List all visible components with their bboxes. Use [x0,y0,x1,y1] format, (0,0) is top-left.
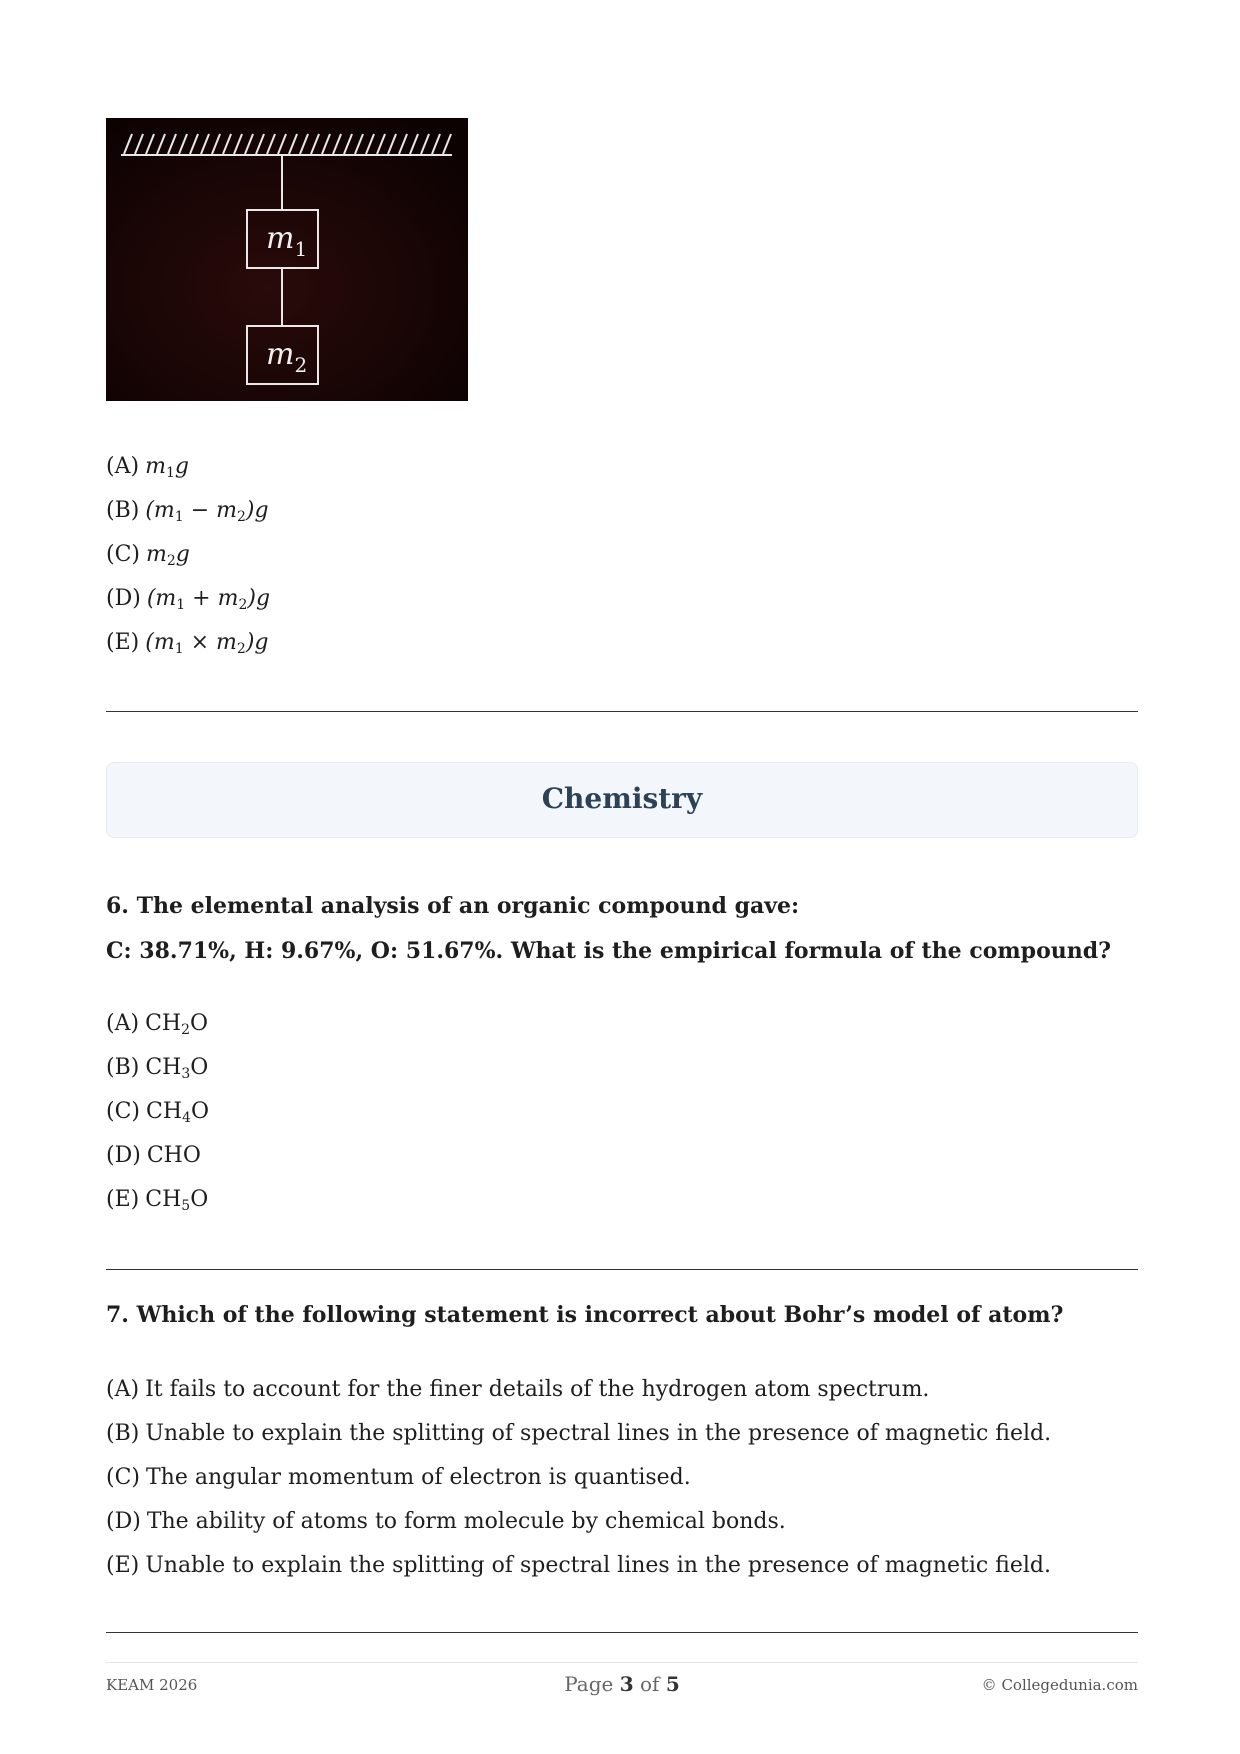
q7-option-a: (A) It fails to account for the finer details of the hydrogen atom spectrum. [106,1377,930,1402]
q7-option-c: (C) The angular momentum of electron is quantised. [106,1465,691,1490]
footer-exam-name: KEAM 2026 [106,1676,198,1694]
divider-3 [106,1632,1138,1633]
hanging-masses-figure [106,118,468,401]
q7-option-b: (B) Unable to explain the splitting of spectral lines in the presence of magnetic field. [106,1421,1052,1446]
q5-option-c: (C) $m_2g$ [106,542,190,569]
footer-divider [106,1662,1138,1663]
section-header [106,762,1138,838]
divider-2 [106,1269,1138,1270]
q7-question: 7. Which of the following statement is incorrect about Bohr’s model of atom? [106,1302,1064,1328]
q5-option-e: (E) $(m_1 \times m_2)g$ [106,630,269,657]
divider-1 [106,711,1138,712]
footer-page-number: Page 3 of 5 [564,1672,680,1696]
page [106,0,1138,1754]
q6-question-line2: C: 38.71%, H: 9.67%, O: 51.67%. What is the empirical formula of the compound? [106,938,1112,964]
q6-option-e: (E) $CH_5O$ [106,1187,209,1214]
footer-copyright: © Collegedunia.com [981,1676,1138,1694]
mass-m1-label: $m_1$ [266,221,308,261]
section-title: Chemistry [541,782,703,815]
q6-option-a: (A) $CH_2O$ [106,1011,209,1038]
mass-m2-label: $m_2$ [266,337,308,377]
q5-option-d: (D) $(m_1 + m_2)g$ [106,586,271,613]
q7-option-e: (E) Unable to explain the splitting of spectral lines in the presence of magnetic field. [106,1553,1051,1578]
q5-option-a: (A) $m_1g$ [106,454,189,481]
q7-option-d: (D) The ability of atoms to form molecule by chemical bonds. [106,1509,786,1534]
q6-option-d: (D) CHO [106,1143,201,1168]
q6-question-line1: 6. The elemental analysis of an organic compound gave: [106,893,800,919]
q6-option-c: (C) $CH_4O$ [106,1099,209,1126]
hanging-masses-diagram [106,118,468,401]
q6-option-b: (B) $CH_3O$ [106,1055,209,1082]
q5-option-b: (B) $(m_1 - m_2)g$ [106,498,269,525]
